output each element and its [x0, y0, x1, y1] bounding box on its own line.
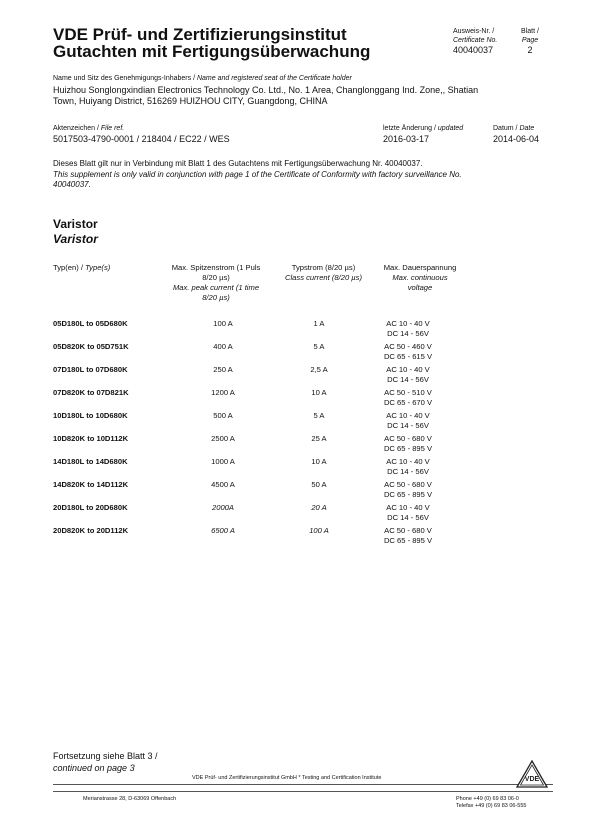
type-cell: 05D180L to 05D680K: [53, 319, 128, 328]
voltage-ac: AC 50 - 680 V: [384, 526, 432, 535]
peak-current-cell: 6500 A: [211, 526, 235, 535]
file-ref-label: [53, 124, 124, 133]
col-header-peak-current: [161, 263, 271, 303]
col-header-voltage-en-1: Max. continuous: [392, 273, 448, 282]
peak-current-cell: 500 A: [213, 411, 233, 420]
voltage-dc: DC 14 - 56V: [387, 467, 429, 476]
col-header-class-de: Typstrom (8/20 µs): [291, 263, 356, 272]
table-row: [53, 342, 456, 365]
voltage-dc: DC 65 - 615 V: [383, 352, 433, 361]
footer-telefax: Telefax +49 (0) 69 83 06-555: [456, 803, 527, 809]
updated-label-de: letzte Änderung /: [383, 125, 436, 132]
holder-address-line-1: Huizhou Songlongxindian Electronics Technology Co. Ltd., No. 1 Area, Changlonggang Ind. Zone,, Shatian: [53, 85, 479, 95]
peak-current-cell: 400 A: [213, 342, 233, 351]
class-current-cell: 2,5 A: [310, 365, 328, 374]
col-header-class-current: [276, 263, 371, 283]
page-no-block: [519, 27, 541, 56]
validity-note-en-2: 40040037.: [53, 180, 91, 189]
voltage-cell: [360, 411, 456, 434]
footer-contact: [456, 796, 526, 810]
voltage-cell: [360, 319, 456, 342]
footer-phone: Phone +49 (0) 69 83 06-0: [456, 796, 519, 802]
footer-institute: VDE Prüf- und Zertifizierungsinstitut GmbH * Testing and Certification Institute: [192, 775, 382, 781]
voltage-cell: [360, 342, 456, 365]
voltage-ac: AC 50 - 680 V: [384, 434, 432, 443]
holder-address-line-2: Town, Huiyang District, 516269 HUIZHOU CITY, Guangdong, CHINA: [53, 96, 328, 106]
continuation-de: Fortsetzung siehe Blatt 3 /: [53, 751, 158, 761]
continuation-en: continued on page 3: [53, 763, 135, 773]
product-name-de: Varistor: [53, 217, 98, 231]
peak-current-cell: 1200 A: [211, 388, 235, 397]
col-header-peak-en-2: 8/20 µs): [202, 293, 230, 302]
holder-label-de: Name und Sitz des Genehmigungs-Inhabers /: [53, 75, 196, 82]
certificate-no-value: 40040037: [453, 45, 494, 55]
voltage-cell: [360, 365, 456, 388]
holder-label: [53, 74, 352, 83]
title-line-2: Gutachten mit Fertigungsüberwachung: [53, 42, 371, 61]
voltage-dc: DC 14 - 56V: [387, 421, 429, 430]
type-cell: 10D180L to 10D680K: [53, 411, 128, 420]
class-current-cell: 1 A: [313, 319, 325, 328]
voltage-ac: AC 50 - 510 V: [384, 388, 432, 397]
class-current-cell: 25 A: [311, 434, 327, 443]
table-row: [53, 480, 456, 503]
peak-current-cell: 2500 A: [211, 434, 235, 443]
page-label-de: Blatt /: [521, 28, 539, 35]
col-header-peak-de-1: Max. Spitzenstrom (1 Puls: [171, 263, 261, 272]
page-no-value: 2: [527, 45, 533, 55]
date-label: [493, 124, 534, 133]
table-row: [53, 388, 456, 411]
validity-note-de: Dieses Blatt gilt nur in Verbindung mit Blatt 1 des Gutachtens mit Fertigungsüberwachung Nr. 40040037.: [53, 159, 423, 168]
file-ref-label-en: File ref.: [100, 125, 125, 132]
vde-logo-icon: [516, 760, 548, 788]
voltage-ac: AC 10 - 40 V: [386, 503, 430, 512]
voltage-cell: [360, 457, 456, 480]
voltage-ac: AC 10 - 40 V: [386, 365, 430, 374]
type-cell: 20D180L to 20D680K: [53, 503, 128, 512]
type-cell: 14D820K to 14D112K: [53, 480, 129, 489]
validity-note-en-1: This supplement is only valid in conjunction with page 1 of the Certificate of Conformity with factory surveillance No.: [53, 169, 462, 179]
updated-value: 2016-03-17: [383, 134, 430, 144]
varistor-table: [53, 319, 456, 549]
table-row: [53, 434, 456, 457]
footer-divider-top: [53, 784, 553, 785]
table-row: [53, 503, 456, 526]
page-label-en: Page: [521, 37, 539, 44]
voltage-dc: DC 65 - 895 V: [383, 536, 433, 545]
table-row: [53, 319, 456, 342]
peak-current-cell: 250 A: [213, 365, 233, 374]
col-header-voltage-de: Max. Dauerspannung: [383, 263, 457, 272]
holder-label-en: Name and registered seat of the Certificate holder: [196, 75, 352, 82]
voltage-ac: AC 50 - 680 V: [384, 480, 432, 489]
table-row: [53, 526, 456, 549]
date-label-en: Date: [519, 125, 535, 132]
product-name-en: Varistor: [53, 232, 98, 246]
file-ref-label-de: Aktenzeichen /: [53, 125, 99, 132]
col-header-class-en: Class current (8/20 µs): [285, 273, 362, 282]
voltage-cell: [360, 526, 456, 549]
col-header-types-en: Type(s): [85, 263, 111, 272]
voltage-dc: DC 65 - 670 V: [383, 398, 433, 407]
voltage-ac: AC 10 - 40 V: [386, 319, 430, 328]
voltage-dc: DC 14 - 56V: [387, 375, 429, 384]
col-header-peak-en-1: Max. peak current (1 time: [172, 283, 260, 292]
voltage-dc: DC 65 - 895 V: [383, 444, 433, 453]
col-header-voltage: [372, 263, 468, 293]
type-cell: 14D180L to 14D680K: [53, 457, 128, 466]
vde-logo-text: VDE: [524, 776, 540, 783]
certificate-no-label-de: Ausweis-Nr. /: [453, 28, 495, 35]
table-row: [53, 457, 456, 480]
voltage-dc: DC 65 - 895 V: [383, 490, 433, 499]
col-header-voltage-en-2: voltage: [407, 283, 433, 292]
updated-label: [383, 124, 463, 133]
table-row: [53, 411, 456, 434]
peak-current-cell: 4500 A: [211, 480, 235, 489]
certificate-no-label-en: Certificate No.: [453, 37, 498, 44]
footer-divider-bottom: [53, 791, 553, 792]
type-cell: 07D180L to 07D680K: [53, 365, 128, 374]
col-header-peak-de-2: 8/20 µs): [202, 273, 230, 282]
continuation-note: [53, 750, 158, 774]
voltage-cell: [360, 434, 456, 457]
title-line-1: VDE Prüf- und Zertifizierungsinstitut: [53, 25, 347, 44]
type-cell: 20D820K to 20D112K: [53, 526, 129, 535]
class-current-cell: 10 A: [311, 457, 327, 466]
footer-address: Merianstrasse 28, D-63069 Offenbach: [83, 796, 177, 802]
file-ref-value: 5017503-4790-0001 / 218404 / EC22 / WES: [53, 134, 230, 144]
class-current-cell: 50 A: [311, 480, 327, 489]
class-current-cell: 10 A: [311, 388, 327, 397]
type-cell: 10D820K to 10D112K: [53, 434, 129, 443]
type-cell: 07D820K to 07D821K: [53, 388, 129, 397]
table-row: [53, 365, 456, 388]
voltage-cell: [360, 480, 456, 503]
voltage-dc: DC 14 - 56V: [387, 513, 429, 522]
voltage-ac: AC 50 - 460 V: [384, 342, 432, 351]
peak-current-cell: 100 A: [213, 319, 233, 328]
class-current-cell: 20 A: [311, 503, 327, 512]
voltage-ac: AC 10 - 40 V: [386, 411, 430, 420]
col-header-types: [53, 263, 110, 273]
class-current-cell: 5 A: [313, 342, 325, 351]
peak-current-cell: 1000 A: [211, 457, 235, 466]
peak-current-cell: 2000A: [212, 503, 234, 512]
date-value: 2014-06-04: [493, 134, 540, 144]
date-label-de: Datum /: [493, 125, 518, 132]
class-current-cell: 100 A: [309, 526, 329, 535]
validity-note: [53, 159, 553, 191]
col-header-types-de: Typ(en) /: [53, 263, 83, 272]
updated-label-en: updated: [437, 125, 464, 132]
certificate-no-block: [453, 27, 497, 56]
voltage-dc: DC 14 - 56V: [387, 329, 429, 338]
class-current-cell: 5 A: [313, 411, 325, 420]
type-cell: 05D820K to 05D751K: [53, 342, 129, 351]
voltage-ac: AC 10 - 40 V: [386, 457, 430, 466]
voltage-cell: [360, 503, 456, 526]
voltage-cell: [360, 388, 456, 411]
